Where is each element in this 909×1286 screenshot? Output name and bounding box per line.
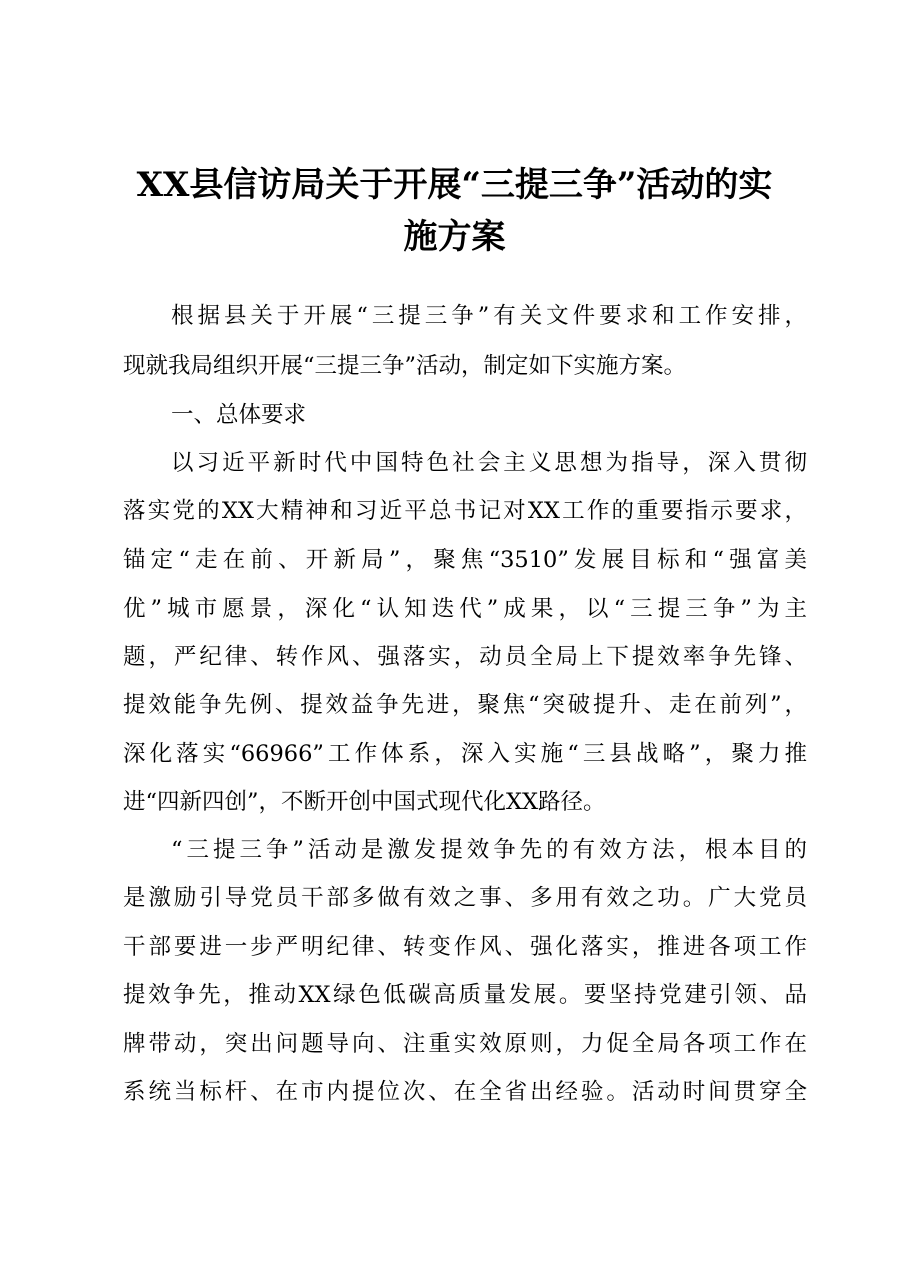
paragraph-line: 锚定“走在前、开新局”，聚焦“3510”发展目标和“强富美 (123, 547, 807, 573)
paragraph-line: 优”城市愿景，深化“认知迭代”成果，以“三提三争”为主 (123, 596, 807, 622)
paragraph-line: 进“四新四创”，不断开创中国式现代化XX路径。 (123, 789, 606, 815)
section-heading: 一、总体要求 (171, 402, 307, 428)
paragraph-line: 系统当标杆、在市内提位次、在全省出经验。活动时间贯穿全 (123, 1079, 807, 1105)
paragraph-line: 落实党的XX大精神和习近平总书记对XX工作的重要指示要求， (123, 498, 807, 524)
paragraph-line: 题，严纪律、转作风、强落实，动员全局上下提效率争先锋、 (123, 644, 807, 670)
paragraph-line: 是激励引导党员干部多做有效之事、多用有效之功。广大党员 (123, 885, 807, 911)
paragraph-line: 提效能争先例、提效益争先进，聚焦“突破提升、走在前列”， (123, 692, 807, 718)
document-title-line-1: XX县信访局关于开展“三提三争”活动的实 (136, 165, 773, 205)
paragraph-line: 以习近平新时代中国特色社会主义思想为指导，深入贯彻 (171, 450, 807, 476)
paragraph-line: 深化落实“66966”工作体系，深入实施“三县战略”，聚力推 (123, 741, 807, 767)
paragraph-line: 现就我局组织开展“三提三争”活动，制定如下实施方案。 (123, 353, 687, 379)
paragraph-line: 干部要进一步严明纪律、转变作风、强化落实，推进各项工作 (123, 934, 807, 960)
paragraph-line: 根据县关于开展“三提三争”有关文件要求和工作安排， (171, 303, 807, 329)
paragraph-line: “三提三争”活动是激发提效争先的有效方法，根本目的 (171, 837, 807, 863)
paragraph-line: 牌带动，突出问题导向、注重实效原则，力促全局各项工作在 (123, 1031, 807, 1057)
paragraph-line: 提效争先，推动XX绿色低碳高质量发展。要坚持党建引领、品 (123, 982, 807, 1008)
document-title-line-2: 施方案 (403, 217, 506, 257)
